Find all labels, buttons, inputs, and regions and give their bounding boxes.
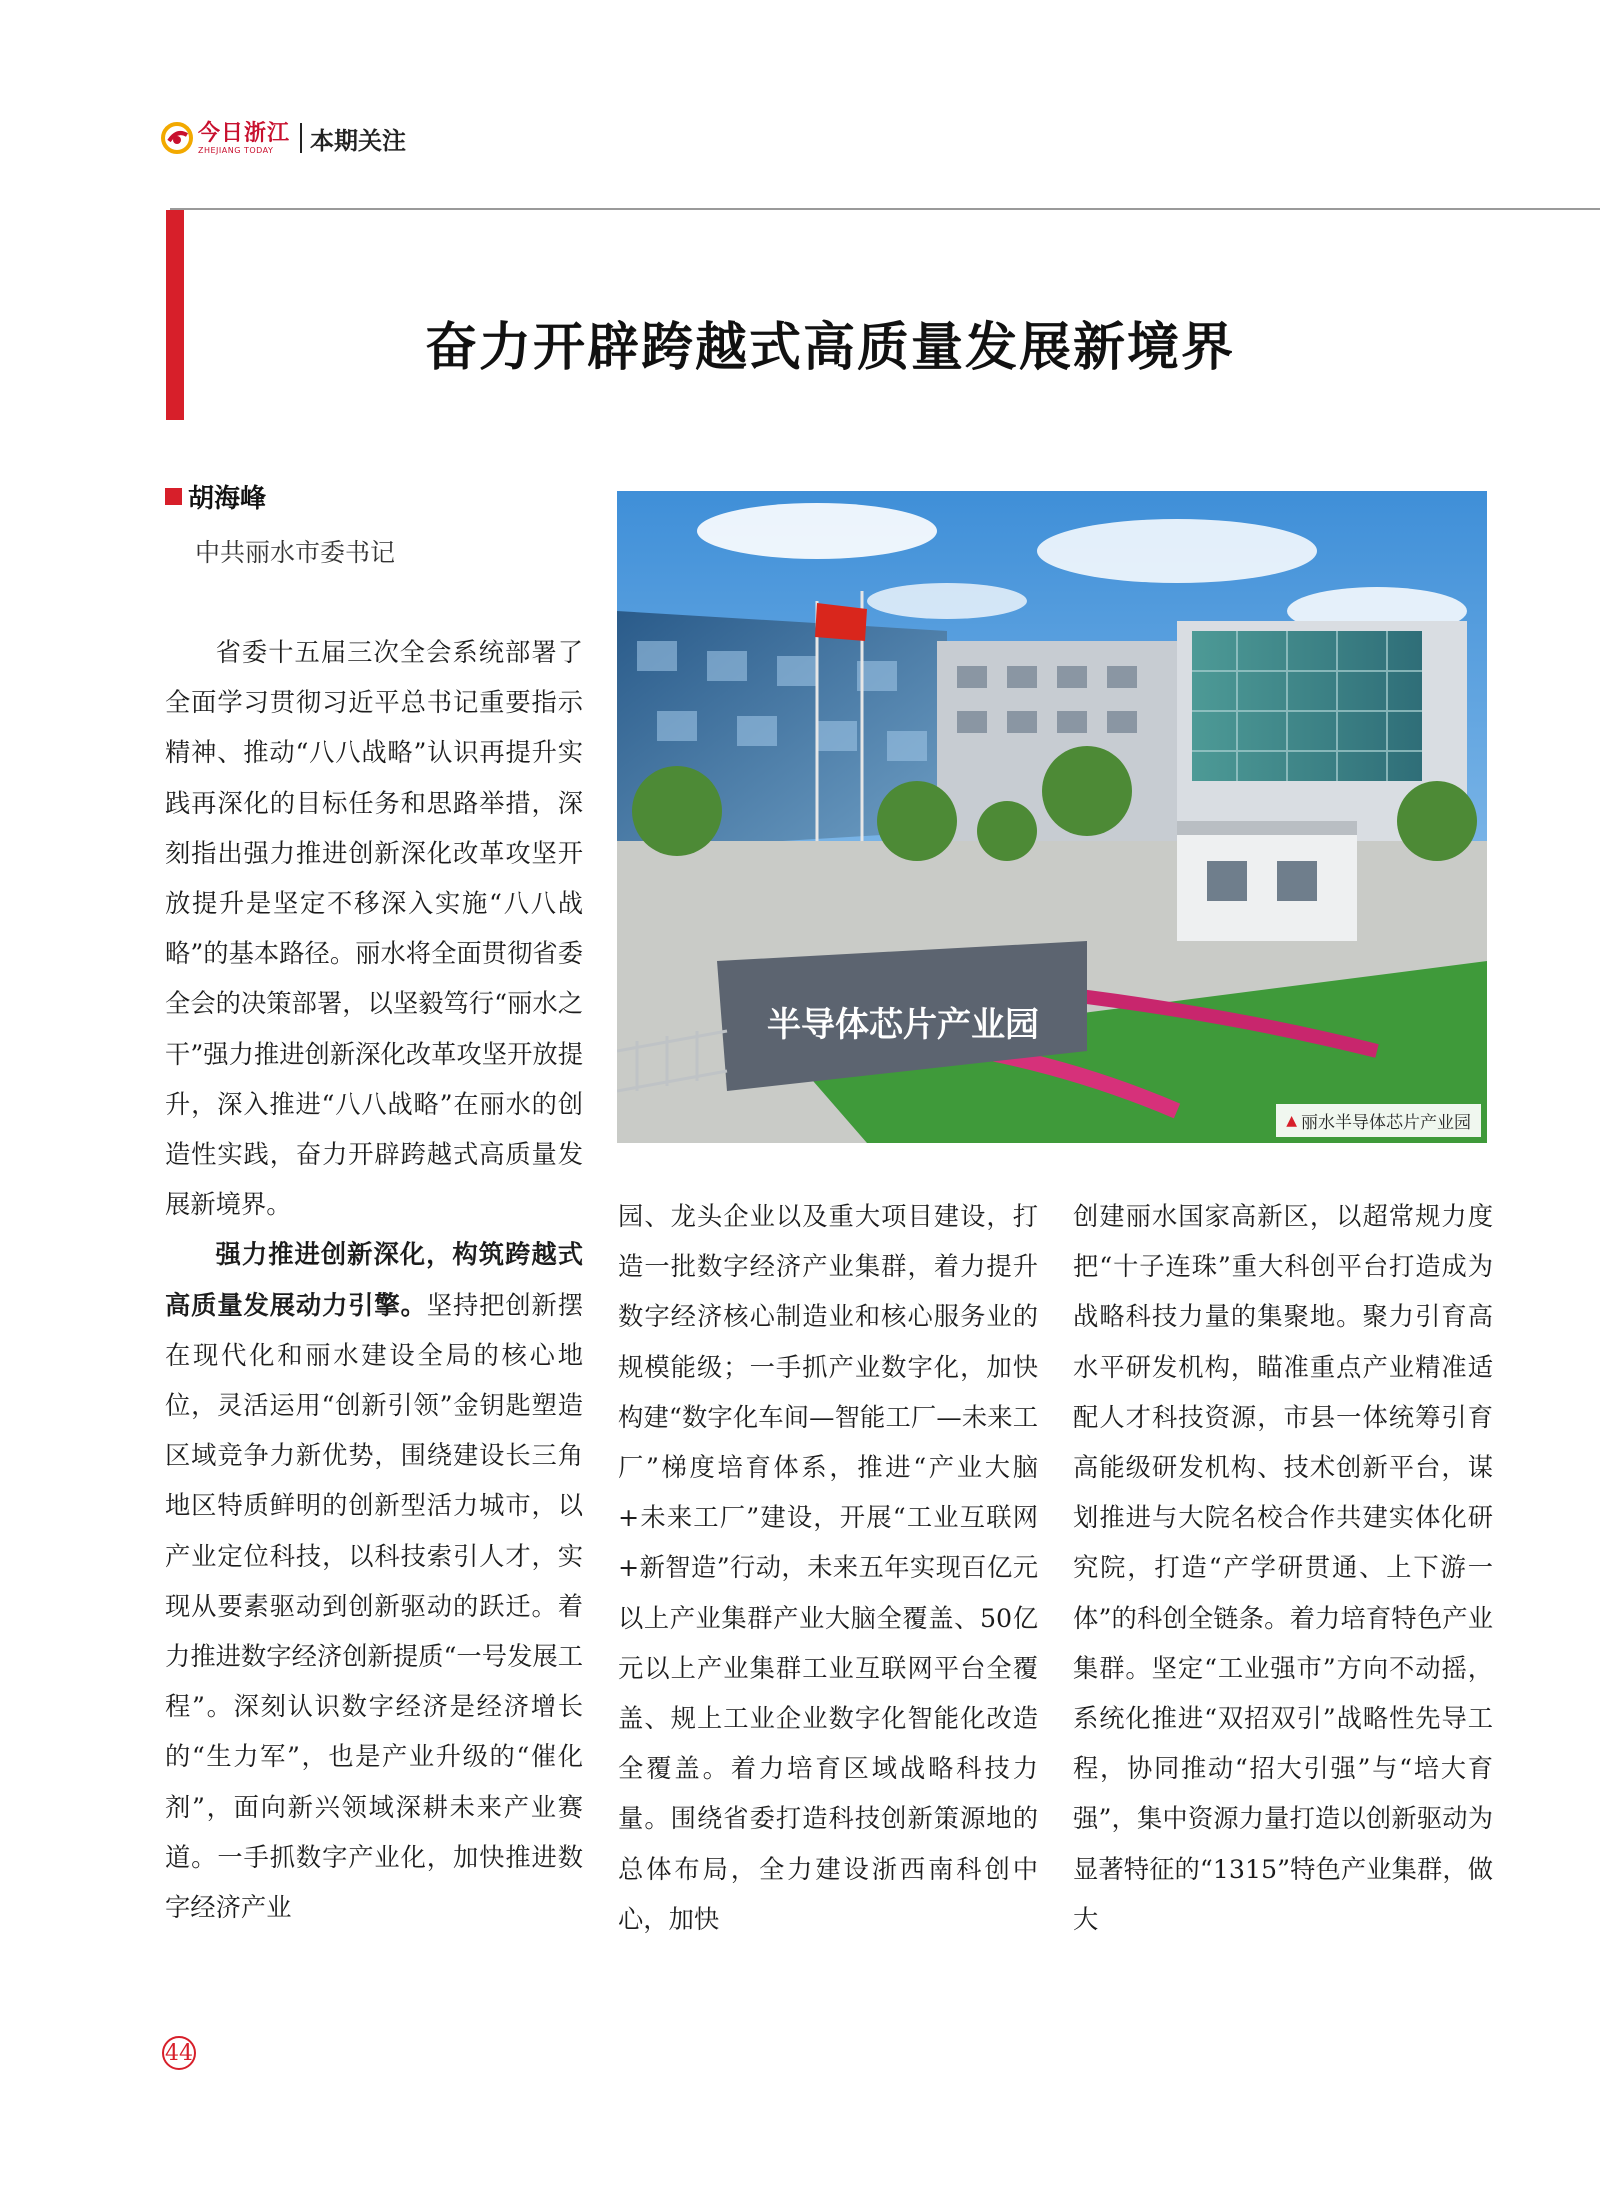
- paragraph: [165, 1230, 583, 1933]
- article-title: 奋力开辟跨越式高质量发展新境界: [424, 317, 1235, 378]
- caption-triangle-icon: ▲: [1286, 1112, 1297, 1129]
- paragraph-lead: 强力推进创新深化，构筑跨越式高质量发展动力引擎。: [165, 1240, 583, 1320]
- logo-english: ZHEJIANG TODAY: [198, 145, 274, 155]
- logo-chinese: 今日浙江: [198, 119, 291, 146]
- zhejiang-today-logo-icon: [160, 121, 194, 155]
- paragraph: [165, 628, 583, 1230]
- paragraph-text: 园、龙头企业以及重大项目建设，打造一批数字经济产业集群，着力提升数字经济核心制造业和核心服务业的规模能级；一手抓产业数字化，加快构建“数字化车间—智能工厂—未来工厂”梯度培育体系，推进“产业大脑+未来工厂”建设，开展“工业互联网+新智造”行动，未来五年实现百亿元以上产业集群产业大脑全覆盖、50亿元以上产业集群工业互联网平台全覆盖、规上工业企业数字化智能化改造全覆盖。着力培育区域战略科技力量。围绕省委打造科技创新策源地的总体布局，全力建设浙西南科创中心，加快: [618, 1202, 1038, 1934]
- photo-caption: [1276, 1104, 1481, 1137]
- text-column-2: [618, 1192, 1038, 1945]
- author-marker: [165, 488, 182, 505]
- section-name: 本期关注: [310, 126, 407, 155]
- title-accent-bar: [166, 210, 184, 420]
- masthead: [160, 118, 406, 158]
- photo-illustration: [617, 491, 1487, 1143]
- text-column-3: [1073, 1192, 1493, 1945]
- author-name: 胡海峰: [188, 484, 267, 514]
- header-rule: [170, 208, 1600, 210]
- page-number: 44: [162, 2036, 196, 2070]
- author: [165, 478, 395, 515]
- header-divider: [300, 123, 302, 153]
- logo-text: [198, 119, 291, 155]
- byline: [165, 478, 395, 569]
- paragraph-text: 创建丽水国家高新区，以超常规力度把“十子连珠”重大科创平台打造成为战略科技力量的集聚地。聚力引育高水平研发机构，瞄准重点产业精准适配人才科技资源，市县一体统筹引育高能级研发机构、技术创新平台，谋划推进与大院名校合作共建实体化研究院，打造“产学研贯通、上下游一体”的科创全链条。着力培育特色产业集群。坚定“工业强市”方向不动摇，系统化推进“双招双引”战略性先导工程，协同推动“招大引强”与“培大育强”，集中资源力量打造以创新驱动为显著特征的“1315”特色产业集群，做大: [1073, 1202, 1493, 1934]
- paragraph-text: 省委十五届三次全会系统部署了全面学习贯彻习近平总书记重要指示精神、推动“八八战略”认识再提升实践再深化的目标任务和思路举措，深刻指出强力推进创新深化改革攻坚开放提升是坚定不移深入实施“八八战略”的基本路径。丽水将全面贯彻省委全会的决策部署，以坚毅笃行“丽水之干”强力推进创新深化改革攻坚开放提升，深入推进“八八战略”在丽水的创造性实践，奋力开辟跨越式高质量发展新境界。: [165, 638, 583, 1220]
- park-sign-text: 半导体芯片产业园: [767, 1005, 1039, 1045]
- paragraph-text: 坚持把创新摆在现代化和丽水建设全局的核心地位，灵活运用“创新引领”金钥匙塑造区域竞争力新优势，围绕建设长三角地区特质鲜明的创新型活力城市，以产业定位科技，以科技索引人才，实现从要素驱动到创新驱动的跃迁。着力推进数字经济创新提质“一号发展工程”。深刻认识数字经济是经济增长的“生力军”，也是产业升级的“催化剂”，面向新兴领域深耕未来产业赛道。一手抓数字产业化，加快推进数字经济产业: [165, 1290, 583, 1923]
- caption-text: 丽水半导体芯片产业园: [1301, 1113, 1471, 1133]
- text-column-1: [165, 628, 583, 1933]
- author-role: 中共丽水市委书记: [195, 538, 396, 567]
- industrial-park-photo: [617, 491, 1487, 1143]
